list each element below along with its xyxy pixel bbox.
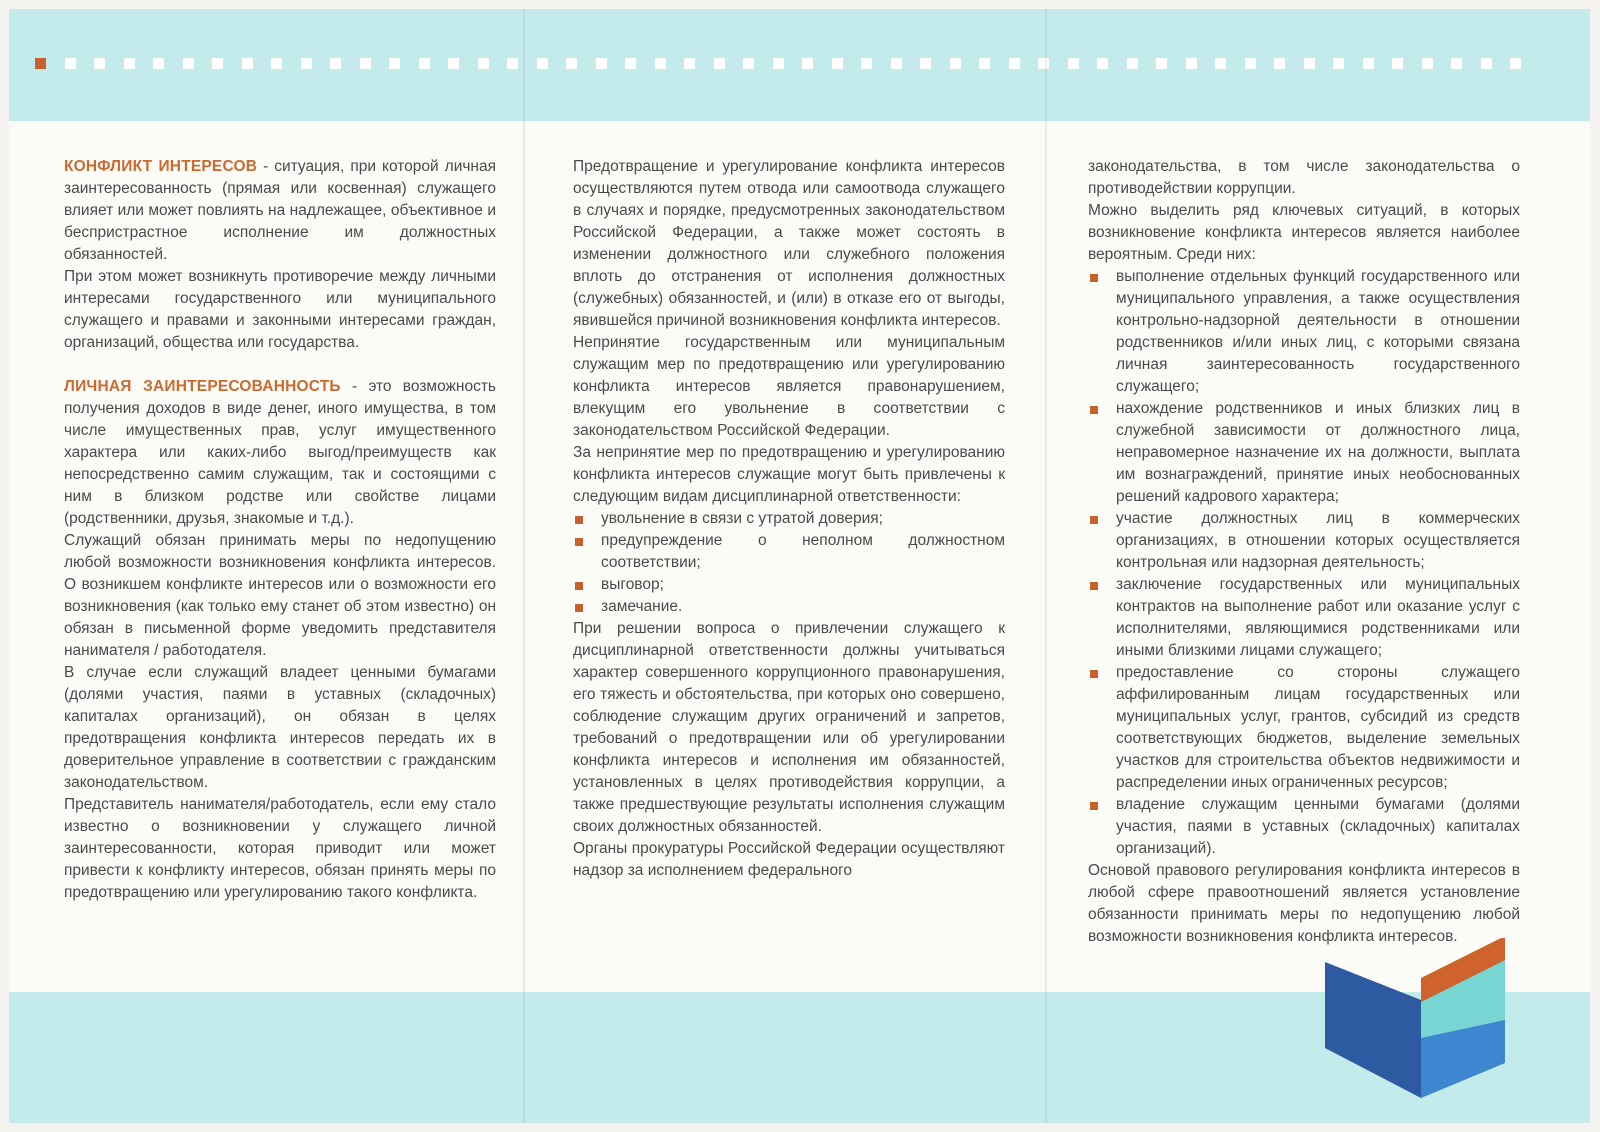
decorative-square [1068,58,1079,69]
paragraph: При решении вопроса о привлечении служащего к дисциплинарной ответственности должны учитываться характер совершенного коррупционного правонарушения, его тяжесть и обстоятельства, при которых оно совершено, соблюдение служащим других ограничений и запретов, требований о предотвращении или об урегулировании конфликта интересов и исполнения им обязанностей, установленных в целях противодействия коррупции, а также предшествующие результаты исполнения служащим своих должностных обязанностей. [573,620,1005,835]
paragraph [64,376,496,530]
decorative-square [1363,58,1374,69]
list-item: нахождение родственников и иных близких лиц в служебной зависимости от должностного лица, неправомерное назначение их на должности, выплата им вознаграждений, принятие иных необоснованных решений кадрового характера; [1088,398,1520,508]
decorative-square [1392,58,1403,69]
list-item: выполнение отдельных функций государственного или муниципального управления, а также осуществления контрольно-надзорной деятельности в отношении родственников и/или иных лиц, с которыми связана личная заинтересованность государственного служащего; [1088,266,1520,398]
list-item: замечание. [573,596,1005,618]
list-item: владение служащим ценными бумагами (долями участия, паями в уставных (складочных) капиталах организаций). [1088,794,1520,860]
decorative-square [1274,58,1285,69]
decorative-square [1451,58,1462,69]
dotted-square-row [35,58,1565,70]
term-personal-interest: ЛИЧНАЯ ЗАИНТЕРЕСОВАННОСТЬ [64,378,341,395]
decorative-square [94,58,105,69]
list-item: заключение государственных или муниципальных контрактов на выполнение работ или оказание услуг с исполнителями, являющимися родственниками или иными близкими лицами служащего; [1088,574,1520,662]
paragraph: Непринятие государственным или муниципальным служащим мер по предотвращению или урегулированию конфликта интересов является правонарушением, влекущим его увольнение в соответствии с законодательством Российской Федерации. [573,334,1005,439]
decorative-square [389,58,400,69]
decorative-square [1156,58,1167,69]
paragraph: Служащий обязан принимать меры по недопущению любой возможности возникновения конфликта интересов. О возникшем конфликте интересов или о возможности его возникновения (как только ему станет об этом известно) он обязан в письменной форме уведомить представителя нанимателя / работодателя. [64,532,496,659]
decorative-square [301,58,312,69]
paragraph [64,156,496,266]
decorative-square [360,58,371,69]
decorative-square [242,58,253,69]
situations-list [1088,266,1520,860]
paragraph: Основой правового регулирования конфликта интересов в любой сфере правоотношений является установление обязанности принимать меры по недопущению любой возможности возникновения конфликта интересов. [1088,862,1520,945]
paragraph: При этом может возникнуть противоречие между личными интересами государственного или муниципального служащего и правами и законными интересами граждан, организаций, общества или государства. [64,268,496,351]
decorative-square [1038,58,1049,69]
list-item: увольнение в связи с утратой доверия; [573,508,1005,530]
decorative-square [448,58,459,69]
paragraph-text: - это возможность получения доходов в виде денег, иного имущества, в том числе имущественных прав, услуг имущественного характера или каких-либо выгод/преимуществ как непосредственно самим служащим, так и состоящими с ним в близком родстве или свойстве лицами (родственники, друзья, знакомые и т.д.). [64,378,496,527]
decorative-square [832,58,843,69]
decorative-square [655,58,666,69]
fold-line [1045,9,1047,1123]
term-conflict-of-interest: КОНФЛИКТ ИНТЕРЕСОВ [64,158,258,175]
paragraph: Предотвращение и урегулирование конфликта интересов осуществляются путем отвода или самоотвода служащего в случаях и порядке, предусмотренных законодательством Российской Федерации, а также может состоять в изменении должностного или служебного положения вплоть до отстранения от исполнения должностных (служебных) обязанностей, и (или) в отказе его от выгоды, явившейся причиной возникновения конфликта интересов. [573,158,1005,329]
list-item: предупреждение о неполном должностном соответствии; [573,530,1005,574]
decorative-square [1245,58,1256,69]
decorative-square [537,58,548,69]
decorative-square [65,58,76,69]
decorative-square [1422,58,1433,69]
decorative-square [478,58,489,69]
decorative-square [1097,58,1108,69]
decorative-square [124,58,135,69]
decorative-square [743,58,754,69]
decorative-square [1215,58,1226,69]
decorative-square [1127,58,1138,69]
paragraph: Можно выделить ряд ключевых ситуаций, в которых возникновение конфликта интересов является наиболее вероятным. Среди них: [1088,202,1520,263]
decorative-square [802,58,813,69]
emblem-dark-face [1325,962,1421,1098]
decorative-square [979,58,990,69]
decorative-square [35,58,46,69]
decorative-square [920,58,931,69]
decorative-square [1481,58,1492,69]
column-center [573,156,1005,882]
decorative-square [507,58,518,69]
decorative-square [212,58,223,69]
decorative-square [773,58,784,69]
decorative-square [714,58,725,69]
paragraph: Представитель нанимателя/работодатель, если ему стало известно о возникновении у служащего личной заинтересованности, которая приводит или может привести к конфликту интересов, обязан принять меры по предотвращению или урегулированию такого конфликта. [64,796,496,901]
decorative-square [1510,58,1521,69]
paragraph-text: - ситуация, при которой личная заинтересованность (прямая или косвенная) служащего влияет или может повлиять на надлежащее, объективное и беспристрастное исполнение им должностных обязанностей. [64,158,496,263]
decorative-square [566,58,577,69]
decorative-square [1333,58,1344,69]
list-item: выговор; [573,574,1005,596]
fold-line [523,9,525,1123]
decorative-square [1304,58,1315,69]
decorative-square [153,58,164,69]
decorative-square [596,58,607,69]
column-left [64,156,496,904]
decorative-square [1186,58,1197,69]
column-right [1088,156,1520,948]
paragraph: Органы прокуратуры Российской Федерации осуществляют надзор за исполнением федерального [573,840,1005,879]
decorative-square [891,58,902,69]
decorative-square [861,58,872,69]
top-band [9,9,1590,121]
decorative-square [419,58,430,69]
decorative-square [684,58,695,69]
list-item: предоставление со стороны служащего аффилированным лицам государственных или муниципальных услуг, грантов, субсидий из средств соответствующих бюджетов, выделение земельных участков для строительства объектов недвижимости и распределении иных ограниченных ресурсов; [1088,662,1520,794]
decorative-square [1009,58,1020,69]
decorative-square [271,58,282,69]
penalties-list [573,508,1005,618]
decorative-square [330,58,341,69]
decorative-square [950,58,961,69]
paragraph: законодательства, в том числе законодательства о противодействии коррупции. [1088,158,1520,197]
decorative-square [625,58,636,69]
cube-emblem-graphic [1325,938,1510,1098]
decorative-square [183,58,194,69]
list-item: участие должностных лиц в коммерческих организациях, в отношении которых осуществляется контрольная или надзорная деятельность; [1088,508,1520,574]
paragraph: В случае если служащий владеет ценными бумагами (долями участия, паями в уставных (складочных) капиталах организаций), он обязан в целях предотвращения конфликта интересов передать их в доверительное управление в соответствии с гражданским законодательством. [64,664,496,791]
paragraph: За непринятие мер по предотвращению и урегулированию конфликта интересов служащие могут быть привлечены к следующим видам дисциплинарной ответственности: [573,444,1005,505]
